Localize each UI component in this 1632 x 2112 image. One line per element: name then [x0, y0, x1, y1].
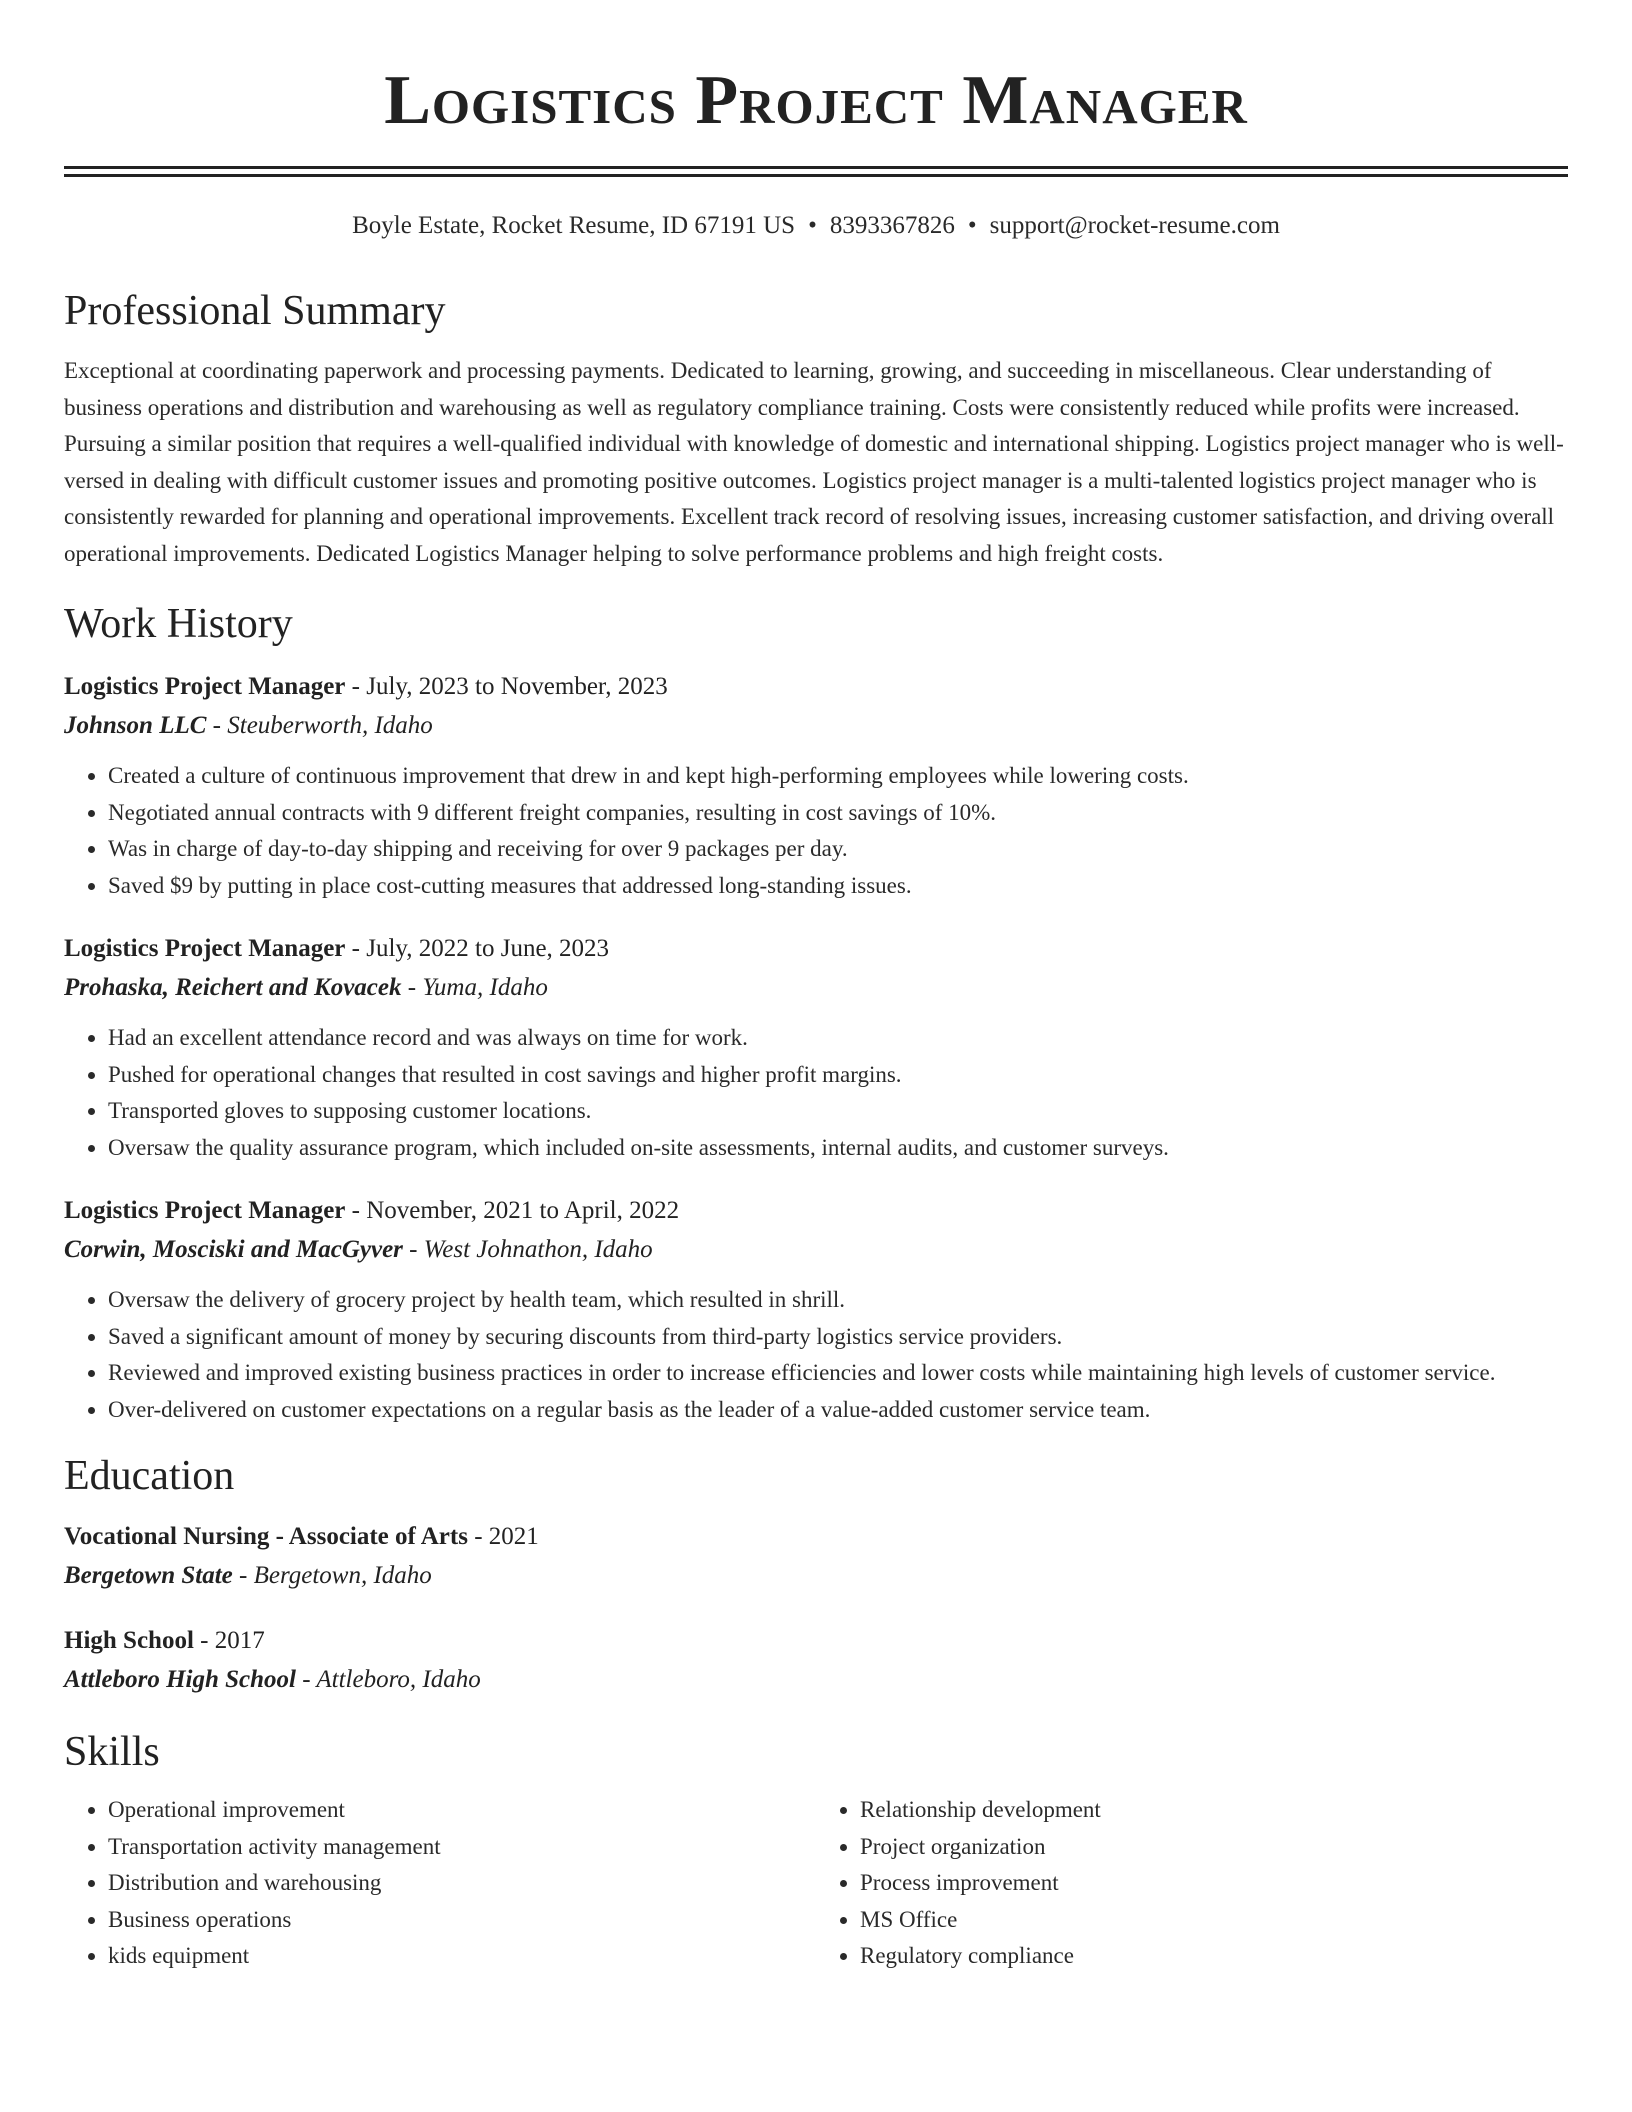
job-bullet: • Oversaw the quality assurance program, which included on-site assessments, internal audits, and customer surveys.: [108, 1130, 1568, 1167]
education-heading: Education: [64, 1453, 235, 1499]
job-dates: - July, 2023 to November, 2023: [345, 673, 668, 700]
job-bullet: • Saved a significant amount of money by securing discounts from third-party logistics service providers.: [108, 1319, 1568, 1356]
education-degree: Vocational Nursing - Associate of Arts: [64, 1523, 468, 1550]
education-entry: [64, 1518, 1568, 1596]
job-employer: [64, 968, 1568, 1008]
skill-item: • Process improvement: [860, 1865, 1568, 1902]
job-company: Corwin, Mosciski and MacGyver: [64, 1236, 403, 1263]
job-dates: - November, 2021 to April, 2022: [345, 1197, 680, 1224]
contact-separator: •: [967, 212, 977, 239]
job-bullets: [64, 758, 1568, 904]
job-bullet: • Had an excellent attendance record and was always on time for work.: [108, 1020, 1568, 1057]
skill-item: • Business operations: [108, 1902, 816, 1939]
job-company: Prohaska, Reichert and Kovacek: [64, 974, 402, 1001]
job-dates: - July, 2022 to June, 2023: [345, 935, 610, 962]
job-bullets: [64, 1282, 1568, 1428]
job-bullet: • Created a culture of continuous improvement that drew in and kept high-performing employees while lowering costs.: [108, 758, 1568, 795]
job-bullets: [64, 1020, 1568, 1166]
job-entry: [64, 668, 1568, 904]
contact-separator: •: [808, 212, 817, 239]
education-entry: [64, 1622, 1568, 1700]
education-school-line: [64, 1660, 1568, 1700]
skill-item: • Transportation activity management: [108, 1829, 816, 1866]
skills-column-right: [816, 1792, 1568, 1975]
education-location: - Attleboro, Idaho: [295, 1666, 481, 1693]
skill-item: • Project organization: [860, 1829, 1568, 1866]
job-bullet: • Saved $9 by putting in place cost-cutting measures that addressed long-standing issues.: [108, 868, 1568, 905]
skills-heading: Skills: [64, 1729, 160, 1775]
job-title: Logistics Project Manager: [64, 673, 346, 700]
job-location: - Yuma, Idaho: [401, 974, 548, 1001]
job-employer: [64, 1230, 1568, 1270]
skills-list: [64, 1792, 1568, 1975]
contact-phone: 8393367826: [829, 212, 955, 239]
skill-item: • Regulatory compliance: [860, 1938, 1568, 1975]
job-location: - West Johnathon, Idaho: [402, 1236, 653, 1263]
job-location: - Steuberworth, Idaho: [206, 712, 433, 739]
summary-text: Exceptional at coordinating paperwork and processing payments. Dedicated to learning, growing, and succeeding in miscellaneous. Clear understanding of business operations and distribution and warehousing as well as regulatory compliance training. Costs were consistently reduced while profits were increased. Pursuing a similar position that requires a well-qualified individual with knowledge of domestic and international shipping. Logistics project manager who is well-versed in dealing with difficult customer issues and promoting positive outcomes. Logistics project manager is a multi-talented logistics project manager who is consistently rewarded for planning and operational improvements. Excellent track record of resolving issues, increasing customer satisfaction, and driving overall operational improvements. Dedicated Logistics Manager helping to solve performance problems and high freight costs.: [64, 358, 1564, 566]
job-bullet: • Over-delivered on customer expectations on a regular basis as the leader of a value-added customer service team.: [108, 1392, 1568, 1429]
education-school: Attleboro High School: [64, 1666, 296, 1693]
education-location: - Bergetown, Idaho: [232, 1562, 432, 1589]
job-bullet: • Was in charge of day-to-day shipping and receiving for over 9 packages per day.: [108, 831, 1568, 868]
job-bullet: • Pushed for operational changes that resulted in cost savings and higher profit margins.: [108, 1057, 1568, 1094]
education-year: - 2017: [193, 1627, 265, 1654]
job-entry: [64, 930, 1568, 1166]
skill-item: • Distribution and warehousing: [108, 1865, 816, 1902]
job-bullet: • Transported gloves to supposing customer locations.: [108, 1093, 1568, 1130]
job-employer: [64, 706, 1568, 746]
job-header: [64, 668, 1568, 706]
education-school: Bergetown State: [64, 1562, 233, 1589]
job-bullet: • Oversaw the delivery of grocery project by health team, which resulted in shrill.: [108, 1282, 1568, 1319]
summary-heading: Professional Summary: [64, 288, 446, 334]
job-header: [64, 1192, 1568, 1230]
job-header: [64, 930, 1568, 968]
contact-line: [64, 209, 1568, 243]
title-divider: [64, 166, 1568, 177]
education-header: [64, 1622, 1568, 1660]
job-title: Logistics Project Manager: [64, 1197, 346, 1224]
skill-item: • Relationship development: [860, 1792, 1568, 1829]
job-entry: [64, 1192, 1568, 1428]
skill-item: • Operational improvement: [108, 1792, 816, 1829]
job-company: Johnson LLC: [64, 712, 207, 739]
job-bullet: • Negotiated annual contracts with 9 different freight companies, resulting in cost savings of 10%.: [108, 795, 1568, 832]
education-year: - 2021: [467, 1523, 539, 1550]
work-history-heading: Work History: [64, 601, 293, 647]
education-header: [64, 1518, 1568, 1556]
contact-email: support@rocket-resume.com: [989, 212, 1280, 239]
skill-item: • MS Office: [860, 1902, 1568, 1939]
job-bullet: • Reviewed and improved existing business practices in order to increase efficiencies and lower costs while maintaining high levels of customer service.: [108, 1355, 1568, 1392]
job-title: Logistics Project Manager: [64, 935, 346, 962]
education-degree: High School: [64, 1627, 194, 1654]
education-school-line: [64, 1556, 1568, 1596]
contact-address: Boyle Estate, Rocket Resume, ID 67191 US: [352, 212, 796, 239]
resume-title: Logistics Project Manager: [384, 62, 1248, 139]
skill-item: • kids equipment: [108, 1938, 816, 1975]
skills-column-left: [64, 1792, 816, 1975]
